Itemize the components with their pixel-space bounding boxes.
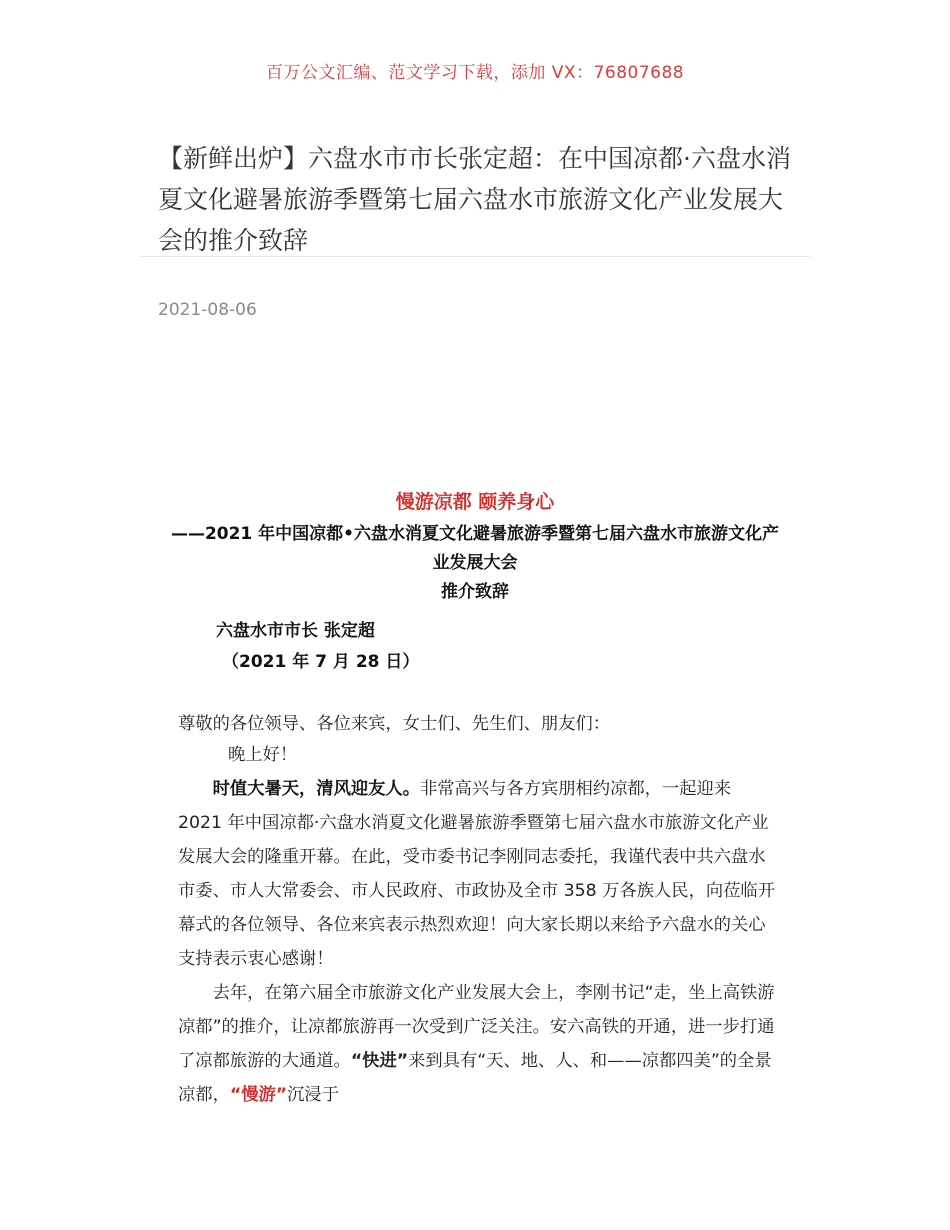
speech-subtitle-event: ——2021 年中国凉都•六盘水消夏文化避暑旅游季暨第七届六盘水市旅游文化产业发展大会 [170, 524, 780, 573]
watermark-text: 百万公文汇编、范文学习下载，添加 VX：76807688 [265, 63, 685, 83]
paragraph-2 [178, 976, 778, 1112]
paragraph-1-body: 非常高兴与各方宾朋相约凉都，一起迎来 2021 年中国凉都·六盘水消夏文化避暑旅游季暨第七届六盘水市旅游文化产业发展大会的隆重开幕。在此，受市委书记李刚同志委托，我谨代表中共六盘水市委、市人大常委会、市人民政府、市政协及全市 358 万各族人民，向莅临开幕式的各位领导、各位来宾表示热烈欢迎！向大家长期以来给予六盘水的关心支持表示衷心感谢！ [178, 779, 775, 969]
article-title: 【新鲜出炉】六盘水市市长张定超：在中国凉都·六盘水消夏文化避暑旅游季暨第七届六盘水市旅游文化产业发展大会的推介致辞 [158, 144, 791, 255]
salutation: 尊敬的各位领导、各位来宾，女士们、先生们、朋友们： [178, 714, 611, 734]
speech-headline: 慢游凉都 颐养身心 [395, 491, 555, 513]
publish-date: 2021-08-06 [158, 300, 257, 320]
paragraph-2-part-b: 来到具有“天、地、人、和——凉都四美”的全景凉都， [178, 1051, 772, 1105]
paragraph-2-part-c: 沉浸于 [287, 1085, 339, 1105]
paragraph-1 [178, 772, 778, 976]
speech-author: 六盘水市市长 张定超 [216, 621, 375, 641]
greeting: 晚上好！ [228, 745, 298, 765]
paragraph-2-slow: “慢游” [229, 1085, 288, 1105]
title-divider [140, 256, 810, 257]
paragraph-1-lead: 时值大暑天，清风迎友人。 [212, 779, 420, 799]
paragraph-2-quick: “快进” [350, 1051, 409, 1071]
speech-subtitle [170, 520, 780, 607]
speech-subtitle-type: 推介致辞 [441, 582, 509, 602]
paragraph-2-part-a: 去年，在第六届全市旅游文化产业发展大会上，李刚书记“走，坐上高铁游凉都”的推介，让凉都旅游再一次受到广泛关注。安六高铁的开通，进一步打通了凉都旅游的大通道。 [178, 983, 775, 1071]
speech-date: （2021 年 7 月 28 日） [222, 652, 420, 672]
